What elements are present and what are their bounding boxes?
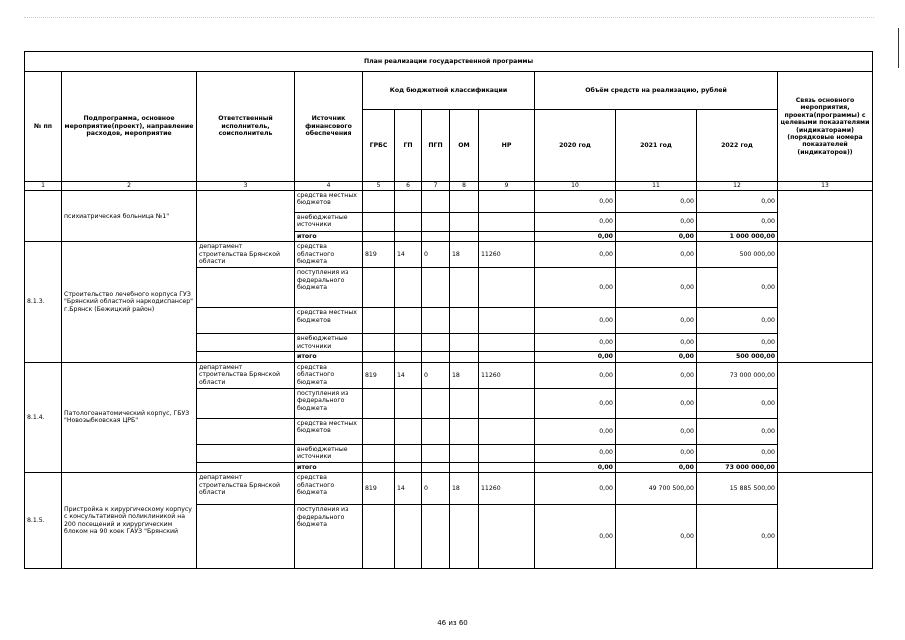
value-2020: 0,00 — [535, 462, 616, 472]
row-number: 8.1.5. — [25, 473, 62, 569]
header-nr: НР — [479, 110, 535, 182]
header-subprogram: Подпрограмма, основное мероприятие(проект), направление расходов, мероприятие — [62, 72, 197, 182]
header-num: № пп — [25, 72, 62, 182]
value-2020: 0,00 — [535, 308, 616, 334]
gp-cell — [395, 352, 422, 362]
executor-cell — [197, 308, 295, 334]
value-2022: 15 885 500,00 — [697, 473, 778, 505]
value-2021: 0,00 — [616, 232, 697, 242]
header-2021: 2021 год — [616, 110, 697, 182]
column-number: 3 — [197, 182, 295, 191]
value-2020: 0,00 — [535, 268, 616, 308]
header-2020: 2020 год — [535, 110, 616, 182]
nr-cell — [479, 232, 535, 242]
value-2021: 0,00 — [616, 388, 697, 418]
grbs-cell: 819 — [363, 362, 395, 388]
source-cell: внебюджетные источники — [295, 444, 363, 462]
nr-cell — [479, 505, 535, 569]
value-2020: 0,00 — [535, 444, 616, 462]
pgp-cell — [422, 213, 450, 232]
gp-cell: 14 — [395, 473, 422, 505]
source-cell: внебюджетные источники — [295, 334, 363, 352]
value-2022: 500 000,00 — [697, 352, 778, 362]
indicator-link-cell — [778, 191, 873, 242]
column-number: 1 — [25, 182, 62, 191]
pgp-cell — [422, 334, 450, 352]
om-cell — [450, 444, 479, 462]
indicator-link-cell — [778, 473, 873, 569]
gp-cell — [395, 232, 422, 242]
nr-cell: 11260 — [479, 362, 535, 388]
pgp-cell — [422, 232, 450, 242]
gp-cell: 14 — [395, 362, 422, 388]
table-title: План реализации государственной программы — [25, 52, 873, 72]
indicator-link-cell — [778, 242, 873, 362]
value-2021: 0,00 — [616, 352, 697, 362]
value-2021: 0,00 — [616, 418, 697, 444]
gp-cell: 14 — [395, 242, 422, 268]
header-link: Связь основного мероприятия, проекта(программы) с целевыми показателями (индикаторами) (порядковые номера показателей (индикаторов)) — [778, 72, 873, 182]
executor-cell: департамент строительства Брянской области — [197, 242, 295, 268]
gp-cell — [395, 191, 422, 213]
grbs-cell — [363, 213, 395, 232]
scan-artifact-line — [24, 17, 874, 18]
gp-cell — [395, 462, 422, 472]
header-budget-code: Код бюджетной классификации — [363, 72, 535, 110]
table-row — [25, 473, 873, 505]
pgp-cell: 0 — [422, 473, 450, 505]
source-cell: поступления из федерального бюджета — [295, 505, 363, 569]
pgp-cell — [422, 191, 450, 213]
source-cell: поступления из федерального бюджета — [295, 268, 363, 308]
nr-cell — [479, 268, 535, 308]
value-2020: 0,00 — [535, 362, 616, 388]
value-2022: 0,00 — [697, 418, 778, 444]
pgp-cell — [422, 388, 450, 418]
value-2020: 0,00 — [535, 352, 616, 362]
value-2021: 0,00 — [616, 444, 697, 462]
value-2022: 73 000 000,00 — [697, 362, 778, 388]
om-cell — [450, 352, 479, 362]
grbs-cell — [363, 444, 395, 462]
column-number: 10 — [535, 182, 616, 191]
grbs-cell — [363, 418, 395, 444]
grbs-cell — [363, 308, 395, 334]
source-cell: итого — [295, 232, 363, 242]
source-cell: средства местных бюджетов — [295, 191, 363, 213]
pgp-cell: 0 — [422, 362, 450, 388]
executor-cell: департамент строительства Брянской области — [197, 473, 295, 505]
table-row — [25, 242, 873, 268]
source-cell: итого — [295, 462, 363, 472]
om-cell — [450, 388, 479, 418]
measure-name: Строительство лечебного корпуса ГУЗ "Брянский областной наркодиспансер" г.Брянск (Бежицкий район) — [62, 242, 197, 362]
pgp-cell — [422, 505, 450, 569]
om-cell — [450, 268, 479, 308]
grbs-cell — [363, 268, 395, 308]
value-2021: 0,00 — [616, 505, 697, 569]
measure-name: Пристройка к хирургическому корпусу с консультативной поликлиникой на 200 посещений и хирургическим блоком на 90 коек ГАУЗ "Брянский — [62, 473, 197, 569]
value-2021: 0,00 — [616, 462, 697, 472]
header-pgp: ПГП — [422, 110, 450, 182]
gp-cell — [395, 444, 422, 462]
value-2021: 0,00 — [616, 334, 697, 352]
row-number: 8.1.3. — [25, 242, 62, 362]
executor-cell — [197, 388, 295, 418]
nr-cell — [479, 308, 535, 334]
grbs-cell — [363, 462, 395, 472]
value-2021: 0,00 — [616, 362, 697, 388]
nr-cell: 11260 — [479, 242, 535, 268]
table-body — [25, 191, 873, 569]
value-2022: 0,00 — [697, 505, 778, 569]
program-plan-table — [24, 51, 873, 569]
grbs-cell: 819 — [363, 473, 395, 505]
measure-name: психиатрическая больница №1" — [62, 191, 197, 242]
column-number: 7 — [422, 182, 450, 191]
column-number: 9 — [479, 182, 535, 191]
value-2022: 0,00 — [697, 444, 778, 462]
value-2022: 0,00 — [697, 191, 778, 213]
value-2021: 0,00 — [616, 191, 697, 213]
pgp-cell — [422, 418, 450, 444]
row-number: 8.1.4. — [25, 362, 62, 472]
header-funds: Объём средств на реализацию, рублей — [535, 72, 778, 110]
executor-cell: департамент строительства Брянской области — [197, 362, 295, 388]
column-number: 12 — [697, 182, 778, 191]
nr-cell — [479, 418, 535, 444]
om-cell — [450, 191, 479, 213]
om-cell — [450, 213, 479, 232]
header-2022: 2022 год — [697, 110, 778, 182]
source-cell: средства областного бюджета — [295, 473, 363, 505]
scan-edge-line — [898, 28, 899, 68]
om-cell — [450, 462, 479, 472]
grbs-cell — [363, 352, 395, 362]
table-row — [25, 362, 873, 388]
value-2021: 0,00 — [616, 213, 697, 232]
column-number: 2 — [62, 182, 197, 191]
pgp-cell — [422, 308, 450, 334]
pgp-cell — [422, 352, 450, 362]
value-2022: 500 000,00 — [697, 242, 778, 268]
gp-cell — [395, 505, 422, 569]
source-cell: средства областного бюджета — [295, 242, 363, 268]
executor-cell — [197, 334, 295, 352]
nr-cell — [479, 462, 535, 472]
value-2021: 49 700 500,00 — [616, 473, 697, 505]
header-source: Источник финансового обеспечения — [295, 72, 363, 182]
nr-cell — [479, 334, 535, 352]
source-cell: внебюджетные источники — [295, 213, 363, 232]
nr-cell — [479, 191, 535, 213]
source-cell: средства областного бюджета — [295, 362, 363, 388]
value-2020: 0,00 — [535, 388, 616, 418]
measure-name: Патологоанатомический корпус, ГБУЗ "Новозыбковская ЦРБ" — [62, 362, 197, 472]
header-om: ОМ — [450, 110, 479, 182]
nr-cell: 11260 — [479, 473, 535, 505]
indicator-link-cell — [778, 362, 873, 472]
column-number: 8 — [450, 182, 479, 191]
grbs-cell — [363, 191, 395, 213]
row-number — [25, 191, 62, 242]
grbs-cell — [363, 505, 395, 569]
value-2022: 73 000 000,00 — [697, 462, 778, 472]
nr-cell — [479, 388, 535, 418]
grbs-cell — [363, 388, 395, 418]
value-2021: 0,00 — [616, 268, 697, 308]
grbs-cell: 819 — [363, 242, 395, 268]
pgp-cell: 0 — [422, 242, 450, 268]
value-2021: 0,00 — [616, 242, 697, 268]
executor-cell — [197, 444, 295, 462]
om-cell — [450, 232, 479, 242]
column-number: 13 — [778, 182, 873, 191]
om-cell — [450, 308, 479, 334]
page-number: 46 из 60 — [437, 619, 468, 627]
executor-cell — [197, 418, 295, 444]
pgp-cell — [422, 268, 450, 308]
header-grbs: ГРБС — [363, 110, 395, 182]
nr-cell — [479, 444, 535, 462]
om-cell — [450, 334, 479, 352]
gp-cell — [395, 418, 422, 444]
gp-cell — [395, 213, 422, 232]
value-2020: 0,00 — [535, 505, 616, 569]
pgp-cell — [422, 462, 450, 472]
om-cell: 18 — [450, 473, 479, 505]
grbs-cell — [363, 232, 395, 242]
gp-cell — [395, 334, 422, 352]
column-number: 11 — [616, 182, 697, 191]
nr-cell — [479, 352, 535, 362]
value-2022: 0,00 — [697, 334, 778, 352]
executor-cell — [197, 268, 295, 308]
gp-cell — [395, 388, 422, 418]
value-2020: 0,00 — [535, 473, 616, 505]
table-row — [25, 191, 873, 213]
executor-cell — [197, 505, 295, 569]
executor-cell — [197, 352, 295, 362]
om-cell: 18 — [450, 242, 479, 268]
om-cell: 18 — [450, 362, 479, 388]
grbs-cell — [363, 334, 395, 352]
header-gp: ГП — [395, 110, 422, 182]
gp-cell — [395, 268, 422, 308]
pgp-cell — [422, 444, 450, 462]
value-2020: 0,00 — [535, 213, 616, 232]
column-numbers-row — [25, 182, 873, 191]
value-2020: 0,00 — [535, 242, 616, 268]
column-number: 6 — [395, 182, 422, 191]
value-2020: 0,00 — [535, 191, 616, 213]
value-2022: 0,00 — [697, 213, 778, 232]
value-2022: 0,00 — [697, 308, 778, 334]
source-cell: средства местных бюджетов — [295, 418, 363, 444]
executor-cell — [197, 462, 295, 472]
executor-cell — [197, 191, 295, 242]
header-executor: Ответственный исполнитель, соисполнитель — [197, 72, 295, 182]
column-number: 5 — [363, 182, 395, 191]
nr-cell — [479, 213, 535, 232]
value-2020: 0,00 — [535, 232, 616, 242]
value-2022: 1 000 000,00 — [697, 232, 778, 242]
gp-cell — [395, 308, 422, 334]
value-2020: 0,00 — [535, 418, 616, 444]
om-cell — [450, 505, 479, 569]
source-cell: средства местных бюджетов — [295, 308, 363, 334]
source-cell: итого — [295, 352, 363, 362]
value-2020: 0,00 — [535, 334, 616, 352]
om-cell — [450, 418, 479, 444]
source-cell: поступления из федерального бюджета — [295, 388, 363, 418]
column-number: 4 — [295, 182, 363, 191]
value-2022: 0,00 — [697, 388, 778, 418]
value-2021: 0,00 — [616, 308, 697, 334]
value-2022: 0,00 — [697, 268, 778, 308]
